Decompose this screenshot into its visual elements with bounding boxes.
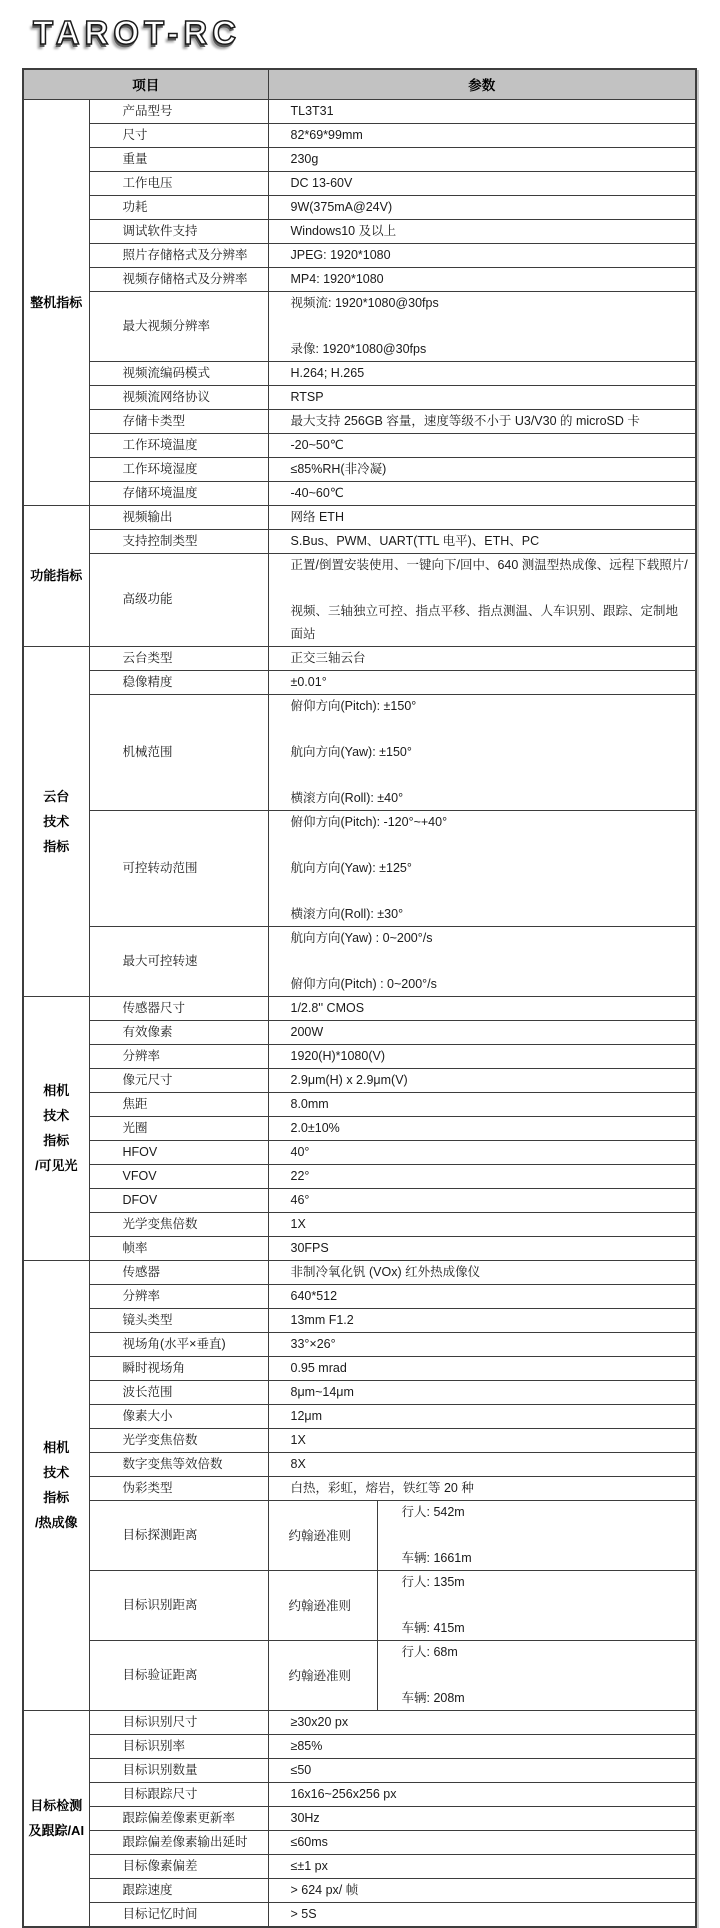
value-line: 航向方向(Yaw): ±125° bbox=[290, 860, 412, 875]
spec-value bbox=[268, 1188, 696, 1212]
spec-value bbox=[268, 1356, 696, 1380]
spec-value bbox=[268, 1902, 696, 1927]
spec-item-label: 视场角(水平×垂直) bbox=[89, 1332, 268, 1356]
spec-value bbox=[268, 1476, 696, 1500]
spec-item-label: 分辨率 bbox=[89, 1284, 268, 1308]
value-line: 40° bbox=[290, 1144, 310, 1159]
value-line: 正置/倒置安装使用、一键向下/回中、640 测温型热成像、远程下载照片/ bbox=[290, 557, 688, 572]
criterion-label: 约翰逊准则 bbox=[269, 1501, 378, 1570]
criterion-values bbox=[378, 1641, 696, 1710]
spec-row bbox=[23, 529, 696, 553]
spec-row bbox=[23, 1854, 696, 1878]
value-line: RTSP bbox=[290, 389, 324, 404]
spec-row bbox=[23, 1308, 696, 1332]
spec-item-label: 分辨率 bbox=[89, 1044, 268, 1068]
value-line: 33°×26° bbox=[290, 1336, 336, 1351]
value-line: -20~50℃ bbox=[290, 437, 344, 452]
spec-item-label: 光圈 bbox=[89, 1116, 268, 1140]
spec-item-label: 功耗 bbox=[89, 195, 268, 219]
spec-row bbox=[23, 1830, 696, 1854]
spec-item-label: VFOV bbox=[89, 1164, 268, 1188]
spec-row bbox=[23, 1902, 696, 1927]
spec-value bbox=[268, 99, 696, 123]
spec-value bbox=[268, 1044, 696, 1068]
spec-row bbox=[23, 1044, 696, 1068]
group-label: 功能指标 bbox=[23, 505, 89, 646]
value-line: 航向方向(Yaw) : 0~200°/s bbox=[290, 930, 433, 945]
value-line: ≥30x20 px bbox=[290, 1714, 349, 1729]
value-line: 车辆: 208m bbox=[401, 1690, 465, 1705]
spec-value bbox=[268, 1092, 696, 1116]
spec-value bbox=[268, 1212, 696, 1236]
spec-row bbox=[23, 1782, 696, 1806]
value-line: > 5S bbox=[290, 1906, 317, 1921]
spec-value bbox=[268, 1854, 696, 1878]
spec-row bbox=[23, 1380, 696, 1404]
spec-row bbox=[23, 1092, 696, 1116]
spec-row bbox=[23, 1260, 696, 1284]
value-line: 行人: 68m bbox=[401, 1644, 458, 1659]
brand-logo: TAROT-RC bbox=[33, 14, 242, 51]
criterion-values bbox=[378, 1501, 696, 1570]
criterion-values bbox=[378, 1571, 696, 1640]
value-line: JPEG: 1920*1080 bbox=[290, 247, 391, 262]
spec-item-label: 传感器 bbox=[89, 1260, 268, 1284]
spec-value bbox=[268, 505, 696, 529]
spec-value bbox=[268, 1640, 696, 1710]
spec-value bbox=[268, 1332, 696, 1356]
value-line: ≤±1 px bbox=[290, 1858, 328, 1873]
spec-row bbox=[23, 219, 696, 243]
value-line: 1920(H)*1080(V) bbox=[290, 1048, 385, 1063]
value-line: MP4: 1920*1080 bbox=[290, 271, 384, 286]
value-line: 录像: 1920*1080@30fps bbox=[290, 341, 427, 356]
spec-item-label: 云台类型 bbox=[89, 646, 268, 670]
spec-value bbox=[268, 1806, 696, 1830]
spec-item-label: 高级功能 bbox=[89, 553, 268, 646]
spec-row bbox=[23, 1236, 696, 1260]
spec-item-label: 支持控制类型 bbox=[89, 529, 268, 553]
spec-value bbox=[268, 123, 696, 147]
spec-value bbox=[268, 694, 696, 810]
spec-value bbox=[268, 1284, 696, 1308]
spec-item-label: 跟踪偏差像素更新率 bbox=[89, 1806, 268, 1830]
spec-item-label: 传感器尺寸 bbox=[89, 996, 268, 1020]
spec-row bbox=[23, 670, 696, 694]
spec-row bbox=[23, 433, 696, 457]
spec-value bbox=[268, 1758, 696, 1782]
spec-row bbox=[23, 1116, 696, 1140]
spec-item-label: 跟踪速度 bbox=[89, 1878, 268, 1902]
spec-row bbox=[23, 926, 696, 996]
spec-item-label: 跟踪偏差像素输出延时 bbox=[89, 1830, 268, 1854]
value-line: 1/2.8'' CMOS bbox=[290, 1000, 365, 1015]
value-line: 俯仰方向(Pitch): -120°~+40° bbox=[290, 814, 448, 829]
value-line: 视频流: 1920*1080@30fps bbox=[290, 295, 439, 310]
spec-value bbox=[268, 1452, 696, 1476]
spec-value bbox=[268, 1308, 696, 1332]
spec-row bbox=[23, 1284, 696, 1308]
spec-value bbox=[268, 926, 696, 996]
spec-item-label: 稳像精度 bbox=[89, 670, 268, 694]
spec-value bbox=[268, 291, 696, 361]
spec-value bbox=[268, 1878, 696, 1902]
spec-value bbox=[268, 1710, 696, 1734]
spec-item-label: 数字变焦等效倍数 bbox=[89, 1452, 268, 1476]
header-row bbox=[23, 69, 696, 99]
spec-value bbox=[268, 243, 696, 267]
value-line: 200W bbox=[290, 1024, 324, 1039]
spec-row bbox=[23, 409, 696, 433]
value-line: 车辆: 415m bbox=[401, 1620, 465, 1635]
spec-item-label: 工作环境湿度 bbox=[89, 457, 268, 481]
spec-item-label: DFOV bbox=[89, 1188, 268, 1212]
spec-row bbox=[23, 694, 696, 810]
spec-value bbox=[268, 1116, 696, 1140]
spec-row bbox=[23, 457, 696, 481]
spec-item-label: 视频存储格式及分辨率 bbox=[89, 267, 268, 291]
spec-value bbox=[268, 1428, 696, 1452]
spec-item-label: 目标识别数量 bbox=[89, 1758, 268, 1782]
spec-item-label: 光学变焦倍数 bbox=[89, 1212, 268, 1236]
value-line: 2.9μm(H) x 2.9μm(V) bbox=[290, 1072, 408, 1087]
spec-value bbox=[268, 1140, 696, 1164]
spec-item-label: 最大可控转速 bbox=[89, 926, 268, 996]
spec-item-label: 像素大小 bbox=[89, 1404, 268, 1428]
spec-row bbox=[23, 361, 696, 385]
spec-item-label: 目标跟踪尺寸 bbox=[89, 1782, 268, 1806]
spec-row bbox=[23, 1212, 696, 1236]
value-line: H.264; H.265 bbox=[290, 365, 365, 380]
spec-item-label: 可控转动范围 bbox=[89, 810, 268, 926]
value-line: 82*69*99mm bbox=[290, 127, 363, 142]
spec-value bbox=[268, 267, 696, 291]
spec-item-label: 波长范围 bbox=[89, 1380, 268, 1404]
spec-item-label: 目标识别尺寸 bbox=[89, 1710, 268, 1734]
value-line: 30FPS bbox=[290, 1240, 329, 1255]
spec-item-label: 视频流编码模式 bbox=[89, 361, 268, 385]
spec-value bbox=[268, 553, 696, 646]
value-line: 正交三轴云台 bbox=[290, 650, 366, 665]
spec-item-label: HFOV bbox=[89, 1140, 268, 1164]
spec-item-label: 镜头类型 bbox=[89, 1308, 268, 1332]
spec-value bbox=[268, 1020, 696, 1044]
spec-row bbox=[23, 1734, 696, 1758]
spec-value bbox=[268, 1068, 696, 1092]
value-line: S.Bus、PWM、UART(TTL 电平)、ETH、PC bbox=[290, 533, 540, 548]
value-line: ≤60ms bbox=[290, 1834, 328, 1849]
spec-row bbox=[23, 1356, 696, 1380]
spec-row bbox=[23, 171, 696, 195]
spec-row bbox=[23, 147, 696, 171]
value-line: ≤85%RH(非冷凝) bbox=[290, 461, 387, 476]
spec-value bbox=[268, 670, 696, 694]
value-line: 2.0±10% bbox=[290, 1120, 340, 1135]
spec-item-label: 工作电压 bbox=[89, 171, 268, 195]
value-line: 12μm bbox=[290, 1408, 323, 1423]
spec-value bbox=[268, 646, 696, 670]
value-line: 1X bbox=[290, 1432, 306, 1447]
value-line: 30Hz bbox=[290, 1810, 320, 1825]
spec-row bbox=[23, 1878, 696, 1902]
spec-table bbox=[22, 68, 697, 1928]
spec-item-label: 照片存储格式及分辨率 bbox=[89, 243, 268, 267]
spec-row bbox=[23, 1640, 696, 1710]
value-line: 22° bbox=[290, 1168, 310, 1183]
spec-value bbox=[268, 481, 696, 505]
spec-value bbox=[268, 1500, 696, 1570]
spec-item-label: 存储环境温度 bbox=[89, 481, 268, 505]
spec-item-label: 最大视频分辨率 bbox=[89, 291, 268, 361]
spec-item-label: 目标记忆时间 bbox=[89, 1902, 268, 1927]
spec-item-label: 帧率 bbox=[89, 1236, 268, 1260]
spec-row bbox=[23, 1164, 696, 1188]
value-line: 8X bbox=[290, 1456, 306, 1471]
value-line: 8.0mm bbox=[290, 1096, 329, 1111]
spec-item-label: 目标验证距离 bbox=[89, 1640, 268, 1710]
value-line: ≤50 bbox=[290, 1762, 312, 1777]
value-line: ≥85% bbox=[290, 1738, 323, 1753]
spec-row bbox=[23, 267, 696, 291]
spec-row bbox=[23, 1452, 696, 1476]
spec-row bbox=[23, 1428, 696, 1452]
value-line: 46° bbox=[290, 1192, 310, 1207]
spec-item-label: 光学变焦倍数 bbox=[89, 1428, 268, 1452]
value-line: ±0.01° bbox=[290, 674, 327, 689]
spec-row bbox=[23, 810, 696, 926]
spec-value bbox=[268, 1380, 696, 1404]
value-line: 俯仰方向(Pitch) : 0~200°/s bbox=[290, 976, 437, 991]
spec-value bbox=[268, 1570, 696, 1640]
value-line: 视频、三轴独立可控、指点平移、指点测温、人车识别、跟踪、定制地面站 bbox=[290, 603, 679, 641]
spec-row bbox=[23, 1188, 696, 1212]
spec-row bbox=[23, 1068, 696, 1092]
spec-row bbox=[23, 1500, 696, 1570]
spec-item-label: 有效像素 bbox=[89, 1020, 268, 1044]
spec-value bbox=[268, 457, 696, 481]
value-line: 1X bbox=[290, 1216, 306, 1231]
spec-row bbox=[23, 481, 696, 505]
spec-value bbox=[268, 1164, 696, 1188]
spec-item-label: 目标像素偏差 bbox=[89, 1854, 268, 1878]
value-line: 俯仰方向(Pitch): ±150° bbox=[290, 698, 417, 713]
value-line: 航向方向(Yaw): ±150° bbox=[290, 744, 412, 759]
value-line: DC 13-60V bbox=[290, 175, 353, 190]
spec-item-label: 像元尺寸 bbox=[89, 1068, 268, 1092]
value-line: 230g bbox=[290, 151, 319, 166]
spec-value bbox=[268, 1404, 696, 1428]
spec-row bbox=[23, 99, 696, 123]
value-line: 行人: 135m bbox=[401, 1574, 465, 1589]
spec-value bbox=[268, 219, 696, 243]
spec-item-label: 视频流网络协议 bbox=[89, 385, 268, 409]
group-label: 相机 技术 指标 /可见光 bbox=[23, 996, 89, 1260]
spec-row bbox=[23, 1758, 696, 1782]
spec-row bbox=[23, 646, 696, 670]
spec-item-label: 工作环境温度 bbox=[89, 433, 268, 457]
spec-value bbox=[268, 195, 696, 219]
column-header-item: 项目 bbox=[23, 69, 268, 99]
spec-row bbox=[23, 1710, 696, 1734]
spec-item-label: 目标探测距离 bbox=[89, 1500, 268, 1570]
spec-value bbox=[268, 147, 696, 171]
spec-value bbox=[268, 1734, 696, 1758]
spec-item-label: 机械范围 bbox=[89, 694, 268, 810]
spec-item-label: 产品型号 bbox=[89, 99, 268, 123]
spec-value bbox=[268, 529, 696, 553]
spec-row bbox=[23, 1476, 696, 1500]
value-line: 白热，彩虹，熔岩，铁红等 20 种 bbox=[290, 1480, 474, 1495]
group-label: 相机 技术 指标 /热成像 bbox=[23, 1260, 89, 1710]
spec-row bbox=[23, 1140, 696, 1164]
spec-row bbox=[23, 1806, 696, 1830]
spec-item-label: 尺寸 bbox=[89, 123, 268, 147]
spec-value bbox=[268, 1782, 696, 1806]
value-line: 13mm F1.2 bbox=[290, 1312, 354, 1327]
value-line: 网络 ETH bbox=[290, 509, 344, 524]
spec-value bbox=[268, 1236, 696, 1260]
spec-row bbox=[23, 291, 696, 361]
spec-value bbox=[268, 810, 696, 926]
spec-item-label: 存储卡类型 bbox=[89, 409, 268, 433]
spec-row bbox=[23, 1404, 696, 1428]
spec-item-label: 目标识别距离 bbox=[89, 1570, 268, 1640]
column-header-param: 参数 bbox=[268, 69, 696, 99]
spec-row bbox=[23, 243, 696, 267]
spec-item-label: 视频输出 bbox=[89, 505, 268, 529]
value-line: 9W(375mA@24V) bbox=[290, 199, 393, 214]
spec-row bbox=[23, 1020, 696, 1044]
spec-value bbox=[268, 385, 696, 409]
value-line: 8μm~14μm bbox=[290, 1384, 354, 1399]
criterion-label: 约翰逊准则 bbox=[269, 1641, 378, 1710]
spec-value bbox=[268, 171, 696, 195]
group-label: 目标检测 及跟踪/AI bbox=[23, 1710, 89, 1927]
spec-value bbox=[268, 996, 696, 1020]
spec-row bbox=[23, 1332, 696, 1356]
value-line: 最大支持 256GB 容量，速度等级不小于 U3/V30 的 microSD 卡 bbox=[290, 413, 640, 428]
value-line: 640*512 bbox=[290, 1288, 338, 1303]
spec-row bbox=[23, 553, 696, 646]
spec-row bbox=[23, 996, 696, 1020]
group-label: 云台 技术 指标 bbox=[23, 646, 89, 996]
value-line: 车辆: 1661m bbox=[401, 1550, 472, 1565]
spec-row bbox=[23, 1570, 696, 1640]
value-line: -40~60℃ bbox=[290, 485, 344, 500]
value-line: 行人: 542m bbox=[401, 1504, 465, 1519]
value-line: 非制冷氧化钒 (VOx) 红外热成像仪 bbox=[290, 1264, 481, 1279]
value-line: 0.95 mrad bbox=[290, 1360, 347, 1375]
spec-value bbox=[268, 433, 696, 457]
spec-item-label: 焦距 bbox=[89, 1092, 268, 1116]
spec-item-label: 重量 bbox=[89, 147, 268, 171]
spec-item-label: 瞬时视场角 bbox=[89, 1356, 268, 1380]
spec-item-label: 调试软件支持 bbox=[89, 219, 268, 243]
spec-row bbox=[23, 505, 696, 529]
value-line: 16x16~256x256 px bbox=[290, 1786, 397, 1801]
group-label: 整机指标 bbox=[23, 99, 89, 505]
value-line: 横滚方向(Roll): ±40° bbox=[290, 790, 404, 805]
spec-row bbox=[23, 123, 696, 147]
spec-item-label: 目标识别率 bbox=[89, 1734, 268, 1758]
spec-row bbox=[23, 195, 696, 219]
spec-value bbox=[268, 409, 696, 433]
value-line: 横滚方向(Roll): ±30° bbox=[290, 906, 404, 921]
value-line: Windows10 及以上 bbox=[290, 223, 397, 238]
value-line: TL3T31 bbox=[290, 103, 334, 118]
spec-value bbox=[268, 1260, 696, 1284]
criterion-label: 约翰逊准则 bbox=[269, 1571, 378, 1640]
value-line: > 624 px/ 帧 bbox=[290, 1882, 359, 1897]
spec-row bbox=[23, 385, 696, 409]
spec-value bbox=[268, 361, 696, 385]
spec-item-label: 伪彩类型 bbox=[89, 1476, 268, 1500]
spec-value bbox=[268, 1830, 696, 1854]
